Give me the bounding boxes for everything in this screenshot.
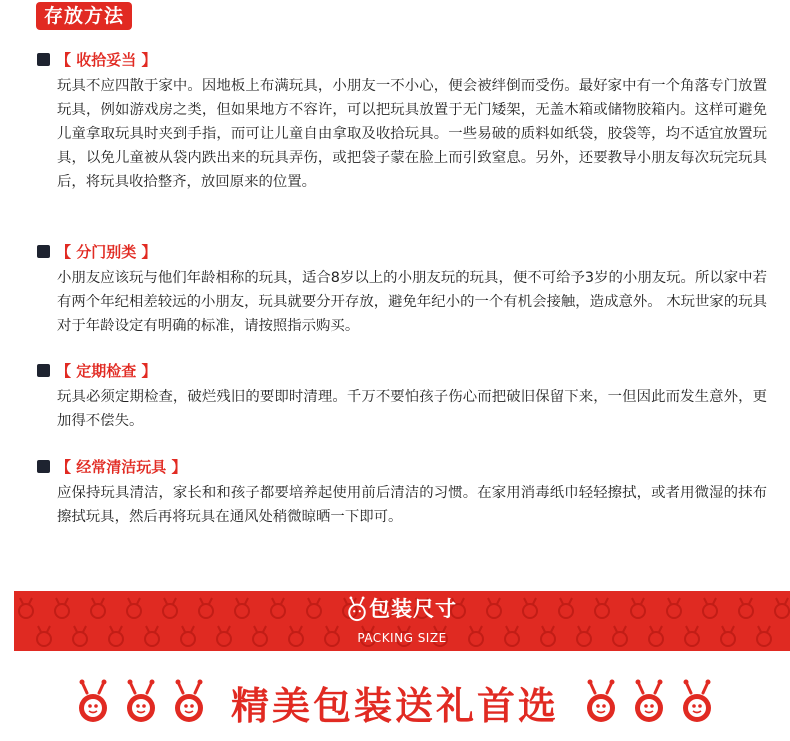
section-heading-text: 【 定期检查 】 — [56, 362, 157, 380]
bee-mascot-icon — [75, 679, 111, 725]
banner-subtitle: PACKING SIZE — [357, 631, 447, 645]
section-heading — [37, 49, 767, 71]
section-heading-text: 【 收拾妥当 】 — [56, 51, 157, 69]
bee-mascot-icon — [583, 679, 619, 725]
bee-mascot-icon — [631, 679, 667, 725]
section-body: 玩具不应四散于家中。因地板上布满玩具，小朋友一不小心，便会被绊倒而受伤。最好家中有一个角落专门放置玩具，例如游戏房之类，但如果地方不容许，可以把玩具放置于无门矮架，无盖木箱或储物胶箱内。这样可避免儿童拿取玩具时夹到手指，而可让儿童自由拿取及收拾玩具。一些易破的质料如纸袋，胶袋等，均不适宜放置玩具，以免儿童被从袋内跌出来的玩具弄伤，或把袋子蒙在脸上而引致窒息。另外，还要教导小朋友每次玩完玩具后，将玩具收拾整齐，放回原来的位置。 — [57, 78, 767, 190]
section-body: 小朋友应该玩与他们年龄相称的玩具，适合8岁以上的小朋友玩的玩具，便不可给予3岁的小朋友玩。所以家中若有两个年纪相差较远的小朋友，玩具就要分开存放，避免年纪小的一个有机会接触，造成意外。 木玩世家的玩具对于年龄设定有明确的标准，请按照指示购买。 — [57, 270, 767, 334]
section-categorize — [37, 241, 767, 338]
section-heading — [37, 241, 767, 263]
bee-mascot-icon — [123, 679, 159, 725]
square-bullet-icon — [37, 364, 50, 377]
section-heading — [37, 360, 767, 382]
bee-mascot-icon — [347, 596, 367, 630]
section-heading-text: 【 经常清洁玩具 】 — [56, 458, 187, 476]
slogan-text: 精美包装送礼首选 — [230, 683, 559, 728]
section-regular-check — [37, 360, 767, 433]
section-tidy-up — [37, 49, 767, 194]
square-bullet-icon — [37, 53, 50, 66]
banner-title-text: 包装尺寸 — [369, 597, 457, 621]
section-cleaning — [37, 456, 767, 529]
section-heading-text: 【 分门别类 】 — [56, 243, 157, 261]
packing-size-banner — [14, 591, 790, 651]
banner-heading — [14, 594, 790, 646]
banner-title — [14, 594, 790, 630]
bee-mascot-icon — [171, 679, 207, 725]
section-heading — [37, 456, 767, 478]
slogan-row — [0, 672, 790, 732]
square-bullet-icon — [37, 245, 50, 258]
section-body: 应保持玩具清洁，家长和和孩子都要培养起使用前后清洁的习惯。在家用消毒纸巾轻轻擦拭，或者用微湿的抹布擦拭玩具，然后再将玩具在通风处稍微晾晒一下即可。 — [57, 485, 767, 525]
square-bullet-icon — [37, 460, 50, 473]
bee-mascot-icon — [679, 679, 715, 725]
page-title: 存放方法 — [36, 2, 132, 30]
section-body: 玩具必须定期检查，破烂残旧的要即时清理。千万不要怕孩子伤心而把破旧保留下来，一但因此而发生意外，更加得不偿失。 — [57, 389, 767, 429]
